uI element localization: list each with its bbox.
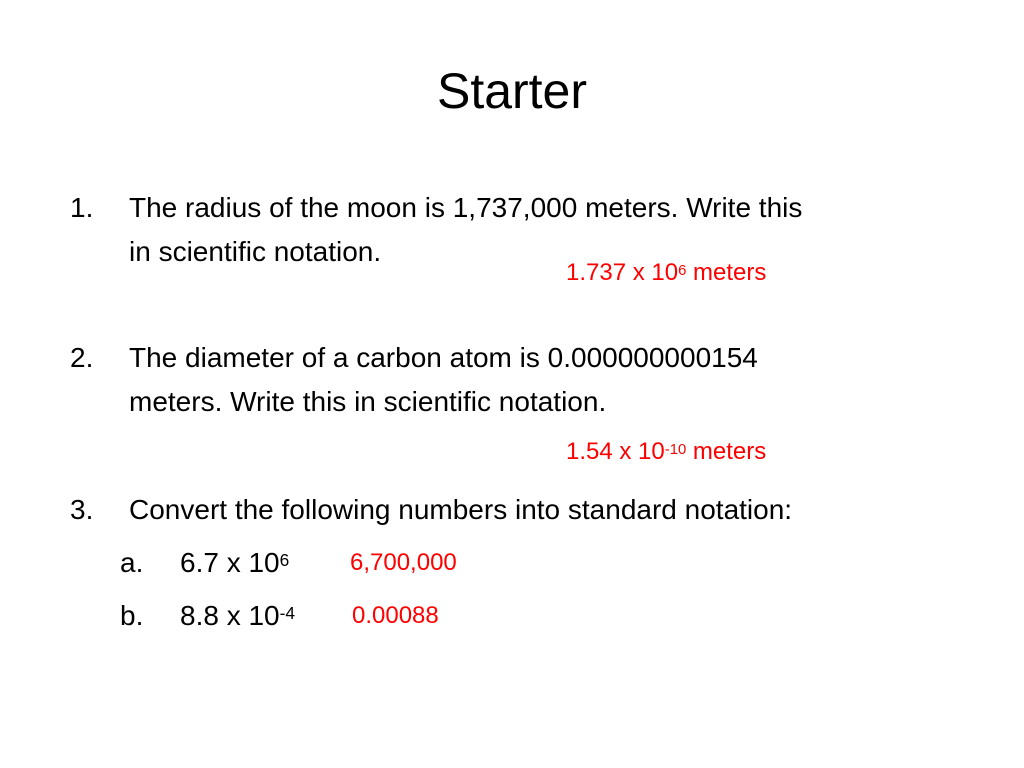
sub-item-a-base: 6.7 x 10 (180, 547, 280, 578)
slide-title: Starter (436, 63, 588, 119)
sub-item-b-expression (180, 600, 295, 632)
question-1-line-1: The radius of the moon is 1,737,000 meters. Write this (129, 192, 803, 223)
answer-1-mantissa: 1.737 x 10 (566, 259, 679, 286)
question-2-line-1: The diameter of a carbon atom is 0.000000000154 (129, 342, 758, 373)
answer-1-unit: meters (686, 259, 767, 286)
question-2-answer (566, 438, 766, 466)
sub-item-b-exponent: -4 (279, 602, 296, 623)
question-2-number: 2. (70, 342, 94, 373)
answer-1-exponent: 6 (678, 262, 687, 279)
sub-item-a-expression (180, 547, 289, 579)
question-1-answer (566, 259, 766, 287)
sub-item-a-letter: a. (120, 547, 144, 578)
question-1-number: 1. (70, 192, 94, 223)
sub-item-b-answer: 0.00088 (352, 602, 439, 629)
sub-item-b-base: 8.8 x 10 (180, 600, 280, 631)
answer-2-unit: meters (686, 438, 767, 465)
question-3-line-1: Convert the following numbers into standard notation: (129, 494, 793, 525)
sub-item-b-letter: b. (120, 600, 144, 631)
sub-item-a-answer: 6,700,000 (350, 549, 457, 576)
question-3-number: 3. (70, 494, 94, 525)
answer-2-mantissa: 1.54 x 10 (566, 438, 665, 465)
answer-2-exponent: -10 (664, 441, 687, 458)
question-2-line-2: meters. Write this in scientific notation. (129, 386, 607, 417)
sub-item-a-exponent: 6 (279, 549, 290, 570)
question-1-line-2: in scientific notation. (129, 236, 382, 267)
